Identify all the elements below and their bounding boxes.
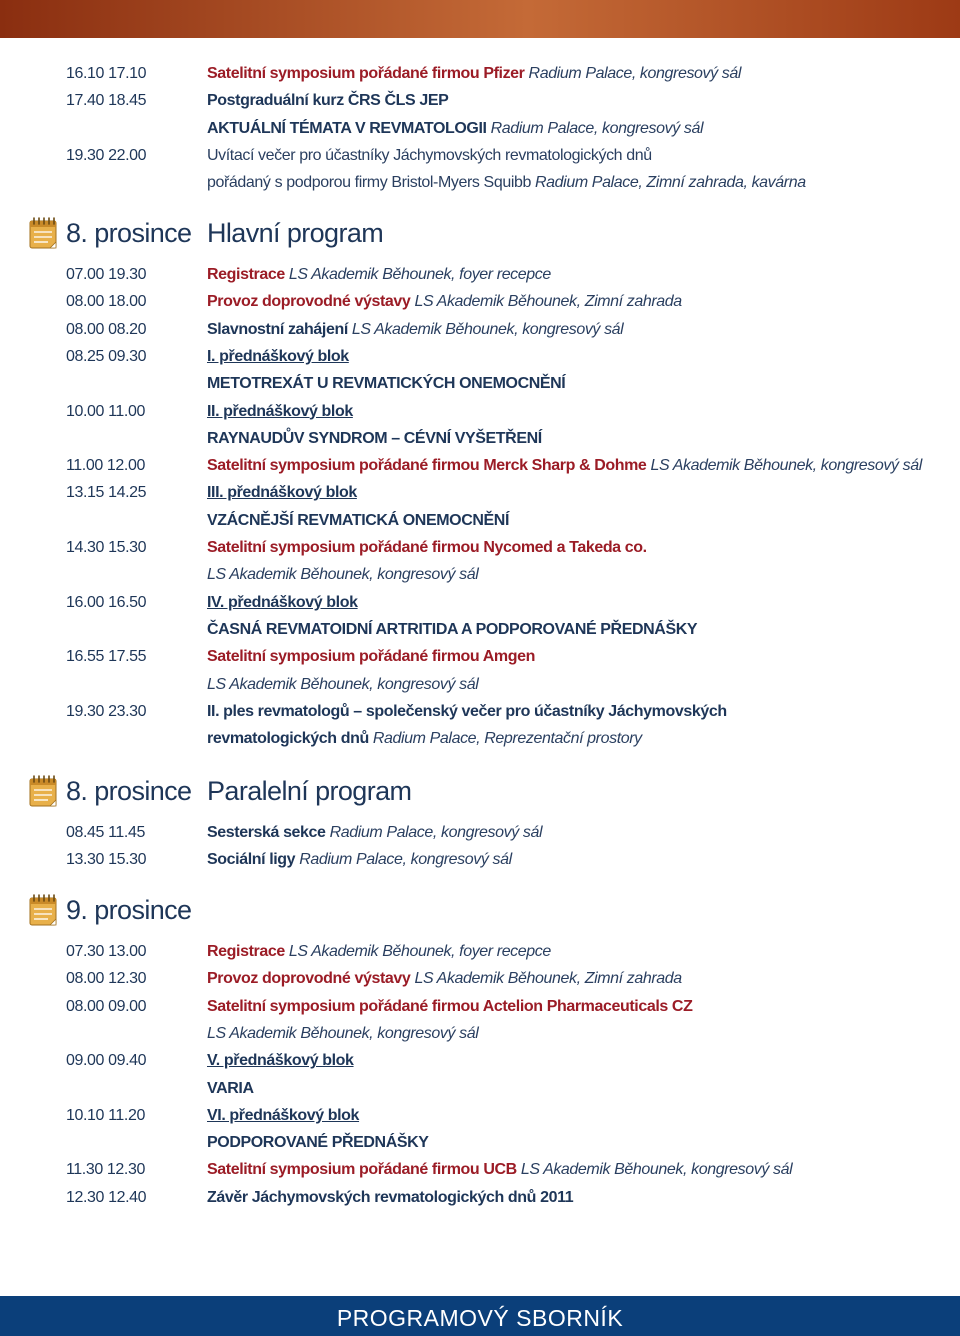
event-description (207, 510, 509, 532)
schedule-row (0, 646, 960, 668)
day-label: 9. prosince (66, 895, 192, 925)
event-description (207, 118, 703, 140)
day-header (0, 892, 960, 928)
time-range: 08.00 12.30 (66, 970, 147, 988)
schedule-row (0, 849, 960, 871)
event-title: Sociální ligy (207, 851, 296, 869)
event-description (207, 968, 682, 990)
event-title: pořádaný s podporou firmy Bristol-Myers Squibb (207, 174, 531, 192)
time-range: 19.30 23.30 (66, 702, 147, 720)
schedule-row (0, 346, 960, 368)
calendar-icon (28, 773, 60, 809)
event-description (207, 401, 353, 423)
time-range: 14.30 15.30 (66, 539, 147, 556)
schedule-row (0, 291, 960, 313)
event-title: Slavnostní zahájení (207, 320, 348, 338)
top-decorative-band (0, 0, 960, 38)
event-location: LS Akademik Běhounek, kongresový sál (207, 675, 479, 693)
event-description (207, 646, 535, 668)
event-title: Postgraduální kurz ČRS ČLS JEP (207, 92, 449, 110)
calendar-icon (28, 215, 60, 251)
event-description (207, 1023, 478, 1045)
event-title: VARIA (207, 1079, 254, 1097)
schedule-row (0, 941, 960, 963)
time-range: 09.00 09.40 (66, 1052, 147, 1070)
event-description (207, 849, 512, 871)
event-title: Satelitní symposium pořádané firmou UCB (207, 1161, 517, 1179)
event-title: II. ples revmatologů – společenský večer pro účastníky Jáchymovských (207, 702, 727, 720)
footer-title: PROGRAMOVÝ SBORNÍK (336, 1305, 624, 1331)
time-range: 11.30 12.30 (66, 1161, 145, 1179)
day-header (0, 215, 960, 251)
event-location: Radium Palace, kongresový sál (486, 119, 704, 137)
section-title: Hlavní program (207, 218, 384, 248)
event-title: METOTREXÁT U REVMATICKÝCH ONEMOCNĚNÍ (207, 375, 566, 393)
schedule-row (0, 428, 960, 450)
time-range: 10.00 11.00 (66, 402, 145, 420)
event-title: VZÁCNĚJŠÍ REVMATICKÁ ONEMOCNĚNÍ (207, 511, 509, 529)
event-description (207, 996, 692, 1018)
event-description (207, 319, 623, 341)
event-title: Uvítací večer pro účastníky Jáchymovských revmatologických dnů (207, 146, 652, 164)
schedule-row (0, 1023, 960, 1045)
event-description (207, 1132, 429, 1154)
schedule-row (0, 118, 960, 140)
schedule-row (0, 264, 960, 286)
event-title: VI. přednáškový blok (207, 1106, 360, 1124)
time-range: 12.30 12.40 (66, 1188, 147, 1206)
event-title: Provoz doprovodné výstavy (207, 293, 411, 311)
event-title: Satelitní symposium pořádané firmou Nycomed a Takeda co. (207, 539, 647, 556)
time-range: 13.15 14.25 (66, 484, 147, 502)
event-title: Registrace (207, 943, 285, 960)
event-location: LS Akademik Běhounek, foyer recepce (284, 266, 551, 283)
event-location: LS Akademik Běhounek, kongresový sál (207, 1024, 479, 1042)
schedule-row (0, 319, 960, 341)
event-description (207, 701, 727, 723)
event-title: ČASNÁ REVMATOIDNÍ ARTRITIDA A PODPOROVANÉ PŘEDNÁŠKY (207, 620, 698, 638)
day-header (0, 773, 960, 809)
time-range: 16.55 17.55 (66, 648, 147, 666)
event-title: Satelitní symposium pořádané firmou Merck Sharp & Dohme (207, 457, 647, 475)
event-title: V. přednáškový blok (207, 1052, 354, 1070)
event-location: LS Akademik Běhounek, kongresový sál (347, 320, 624, 338)
event-title: Satelitní symposium pořádané firmou Pfizer (207, 65, 525, 82)
schedule-row (0, 996, 960, 1018)
event-location: Radium Palace, Zimní zahrada, kavárna (530, 174, 806, 192)
schedule-row (0, 63, 960, 85)
time-range: 08.00 18.00 (66, 293, 147, 311)
event-description (207, 1187, 573, 1209)
time-range: 08.45 11.45 (66, 824, 145, 841)
event-description (207, 145, 652, 167)
schedule-row (0, 373, 960, 395)
schedule-row (0, 510, 960, 532)
schedule-row (0, 1187, 960, 1209)
time-range: 08.00 08.20 (66, 320, 147, 338)
event-location: Radium Palace, kongresový sál (325, 824, 543, 841)
event-title: AKTUÁLNÍ TÉMATA V REVMATOLOGII (207, 119, 487, 137)
event-location: LS Akademik Běhounek, kongresový sál (207, 566, 479, 584)
time-range: 16.10 17.10 (66, 65, 147, 82)
event-description (207, 941, 551, 963)
event-location: Radium Palace, Reprezentační prostory (368, 730, 642, 748)
schedule-row (0, 968, 960, 990)
section-title: Paralelní program (207, 776, 412, 806)
event-title: IV. přednáškový blok (207, 593, 358, 611)
schedule-row (0, 1078, 960, 1100)
time-range: 08.25 09.30 (66, 347, 147, 365)
time-range: 19.30 22.00 (66, 146, 147, 164)
event-title: Satelitní symposium pořádané firmou Actelion Pharmaceuticals CZ (207, 997, 693, 1015)
event-location: LS Akademik Běhounek, foyer recepce (284, 943, 551, 960)
event-location: Radium Palace, kongresový sál (295, 851, 512, 869)
event-location: Radium Palace, kongresový sál (524, 65, 742, 82)
schedule-row (0, 482, 960, 504)
event-description (207, 428, 542, 450)
event-title: III. přednáškový blok (207, 484, 357, 502)
calendar-icon (28, 892, 60, 928)
time-range: 10.10 11.20 (66, 1106, 145, 1124)
time-range: 13.30 15.30 (66, 851, 147, 869)
schedule-row (0, 537, 960, 559)
event-title: Závěr Jáchymovských revmatologických dnů 2011 (207, 1188, 574, 1206)
event-description (207, 172, 806, 194)
schedule-row (0, 90, 960, 112)
schedule-row (0, 455, 960, 477)
event-description (207, 619, 697, 641)
day-label: 8. prosince (66, 776, 192, 806)
event-location: LS Akademik Běhounek, Zimní zahrada (410, 970, 682, 988)
event-description (207, 1159, 792, 1181)
event-title: Registrace (207, 266, 285, 283)
event-description (207, 63, 741, 85)
event-description (207, 455, 922, 477)
schedule-row (0, 1132, 960, 1154)
event-description (207, 674, 478, 696)
event-title: Satelitní symposium pořádané firmou Amgen (207, 648, 535, 666)
event-description (207, 373, 565, 395)
schedule-row (0, 401, 960, 423)
event-description (207, 1078, 254, 1100)
event-title: revmatologických dnů (207, 730, 369, 748)
event-description (207, 537, 647, 559)
event-title: RAYNAUDŮV SYNDROM – CÉVNÍ VYŠETŘENÍ (207, 429, 542, 447)
event-description (207, 291, 682, 313)
event-description (207, 592, 358, 614)
schedule-row (0, 564, 960, 586)
time-range: 17.40 18.45 (66, 92, 147, 110)
event-description (207, 728, 642, 750)
event-description (207, 90, 448, 112)
schedule-row (0, 822, 960, 844)
event-title: I. přednáškový blok (207, 347, 349, 365)
schedule-row (0, 592, 960, 614)
event-title: PODPOROVANÉ PŘEDNÁŠKY (207, 1134, 429, 1152)
schedule-row (0, 172, 960, 194)
time-range: 11.00 12.00 (66, 457, 145, 475)
event-description (207, 482, 357, 504)
time-range: 07.00 19.30 (66, 266, 147, 283)
schedule-row (0, 1105, 960, 1127)
event-title: II. přednáškový blok (207, 402, 353, 420)
schedule-row (0, 1050, 960, 1072)
schedule-row (0, 145, 960, 167)
event-description (207, 564, 478, 586)
time-range: 08.00 09.00 (66, 997, 147, 1015)
event-location: LS Akademik Běhounek, Zimní zahrada (410, 293, 682, 311)
schedule-row (0, 701, 960, 723)
event-description (207, 346, 349, 368)
event-description (207, 1105, 359, 1127)
event-title: Provoz doprovodné výstavy (207, 970, 411, 988)
time-range: 07.30 13.00 (66, 943, 147, 960)
time-range: 16.00 16.50 (66, 593, 147, 611)
event-description (207, 822, 542, 844)
event-title: Sesterská sekce (207, 824, 326, 841)
event-description (207, 1050, 354, 1072)
schedule-row (0, 1159, 960, 1181)
schedule-row (0, 619, 960, 641)
event-location: LS Akademik Běhounek, kongresový sál (646, 457, 922, 475)
schedule-row (0, 728, 960, 750)
event-description (207, 264, 551, 286)
event-location: LS Akademik Běhounek, kongresový sál (516, 1161, 793, 1179)
day-label: 8. prosince (66, 218, 192, 248)
schedule-row (0, 674, 960, 696)
